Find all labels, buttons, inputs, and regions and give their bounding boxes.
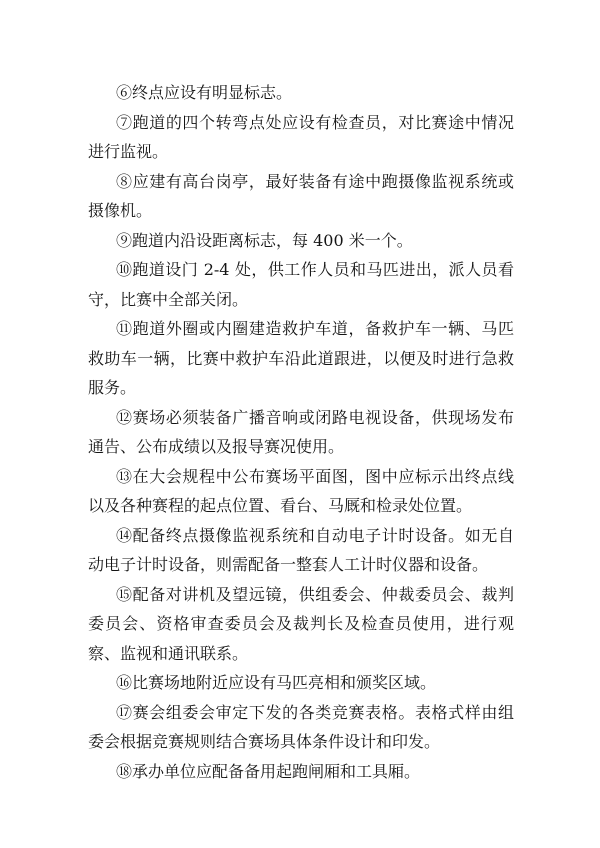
paragraph-item-8: ⑧应建有高台岗亭，最好装备有途中跑摄像监视系统或摄像机。: [88, 171, 514, 220]
paragraph-item-12: ⑫赛场必须装备广播音响或闭路电视设备，供现场发布通告、公布成绩以及报导赛况使用。: [88, 407, 514, 456]
paragraph-item-13: ⑬在大会规程中公布赛场平面图，图中应标示出终点线以及各种赛程的起点位置、看台、马厩和检录处位置。: [88, 466, 514, 515]
paragraph-item-7: ⑦跑道的四个转弯点处应设有检查员，对比赛途中情况进行监视。: [88, 112, 514, 161]
paragraph-item-6: ⑥终点应设有明显标志。: [116, 83, 293, 102]
paragraph-item-10: ⑩跑道设门 2-4 处，供工作人员和马匹进出，派人员看守，比赛中全部关闭。: [88, 260, 514, 309]
paragraph-item-16: ⑯比赛场地附近应设有马匹亮相和颁奖区域。: [116, 673, 437, 692]
paragraph-item-11: ⑪跑道外圈或内圈建造救护车道，备救护车一辆、马匹救助车一辆，比赛中救护车沿此道跟进，以便及时进行急救服务。: [88, 319, 514, 397]
paragraph-item-17: ⑰赛会组委会审定下发的各类竞赛表格。表格式样由组委会根据竞赛规则结合赛场具体条件设计和印发。: [88, 702, 514, 751]
paragraph-item-18: ⑱承办单位应配备备用起跑闸厢和工具厢。: [116, 761, 421, 781]
paragraph-item-14: ⑭配备终点摄像监视系统和自动电子计时设备。如无自动电子计时设备，则需配备一整套人工计时仪器和设备。: [88, 525, 514, 574]
paragraph-item-9: ⑨跑道内沿设距离标志，每 400 米一个。: [116, 230, 413, 250]
document-body: [88, 78, 514, 786]
paragraph-item-15: ⑮配备对讲机及望远镜，供组委会、仲裁委员会、裁判委员会、资格审查委员会及裁判长及检查员使用，进行观察、监视和通讯联系。: [88, 584, 514, 663]
